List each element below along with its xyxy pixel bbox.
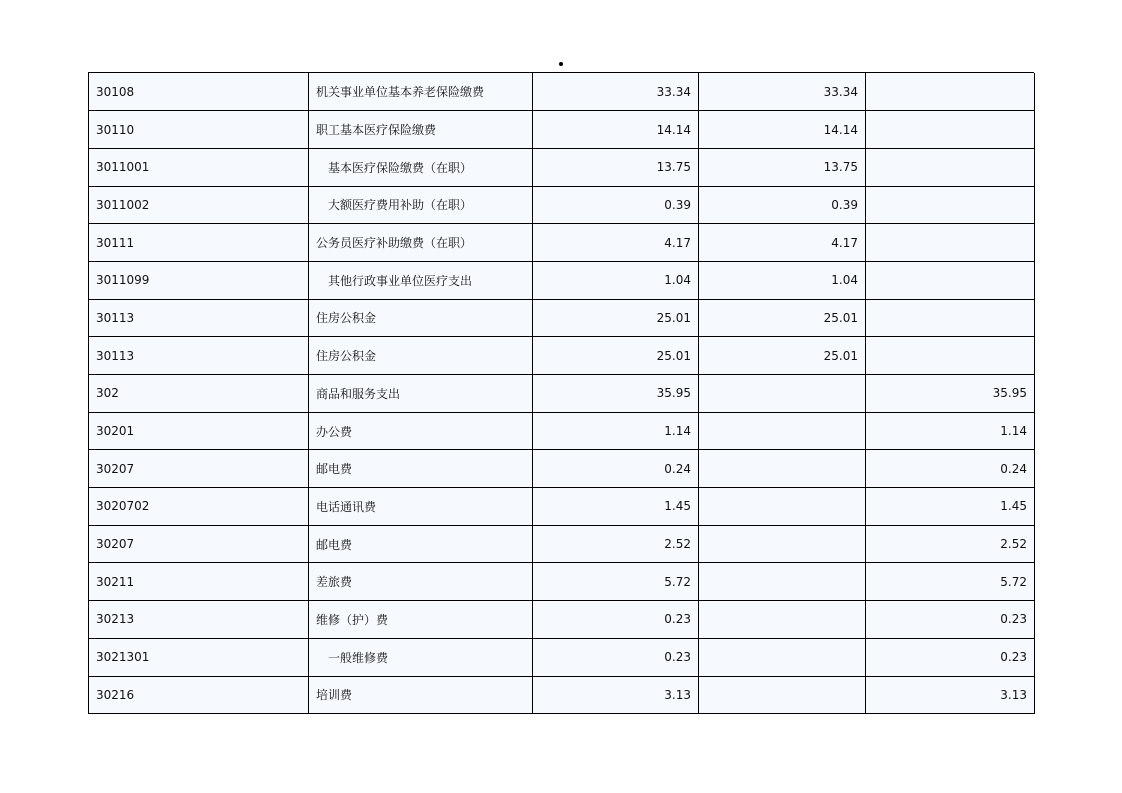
expense-item-name-cell: 邮电费 [309,525,533,563]
basic-expenditure-cell: 25.01 [699,337,866,375]
basic-expenditure-cell [699,676,866,714]
economic-code-cell: 30211 [89,563,309,601]
economic-code-cell: 3020702 [89,488,309,526]
table-row [89,186,1035,224]
economic-code-cell: 30201 [89,412,309,450]
total-amount-cell: 3.13 [533,676,699,714]
table-row [89,261,1035,299]
table-row [89,299,1035,337]
basic-expenditure-cell: 14.14 [699,111,866,149]
total-amount-cell: 1.04 [533,261,699,299]
economic-code-cell: 30216 [89,676,309,714]
basic-expenditure-cell [699,638,866,676]
table-row [89,638,1035,676]
basic-expenditure-cell: 13.75 [699,148,866,186]
total-amount-cell: 4.17 [533,224,699,262]
project-expenditure-cell: 1.14 [866,412,1035,450]
total-amount-cell: 25.01 [533,337,699,375]
table-row [89,488,1035,526]
project-expenditure-cell [866,111,1035,149]
total-amount-cell: 1.45 [533,488,699,526]
project-expenditure-cell: 0.24 [866,450,1035,488]
economic-code-cell: 30113 [89,299,309,337]
project-expenditure-cell [866,148,1035,186]
project-expenditure-cell: 3.13 [866,676,1035,714]
basic-expenditure-cell: 33.34 [699,73,866,111]
expense-item-name-cell: 职工基本医疗保险缴费 [309,111,533,149]
expense-item-name-cell: 基本医疗保险缴费（在职） [309,148,533,186]
project-expenditure-cell: 2.52 [866,525,1035,563]
total-amount-cell: 0.24 [533,450,699,488]
expense-item-name-cell: 电话通讯费 [309,488,533,526]
table-row [89,375,1035,413]
economic-code-cell: 3011002 [89,186,309,224]
total-amount-cell: 0.23 [533,601,699,639]
table-row [89,73,1035,111]
basic-expenditure-cell [699,525,866,563]
total-amount-cell: 14.14 [533,111,699,149]
total-amount-cell: 0.39 [533,186,699,224]
table-row [89,148,1035,186]
budget-expenditure-table [88,73,1035,714]
economic-code-cell: 30113 [89,337,309,375]
economic-code-cell: 3011099 [89,261,309,299]
total-amount-cell: 13.75 [533,148,699,186]
total-amount-cell: 0.23 [533,638,699,676]
table-row [89,676,1035,714]
basic-expenditure-cell [699,450,866,488]
project-expenditure-cell [866,73,1035,111]
economic-code-cell: 30213 [89,601,309,639]
economic-code-cell: 3021301 [89,638,309,676]
project-expenditure-cell [866,186,1035,224]
expense-item-name-cell: 商品和服务支出 [309,375,533,413]
expense-item-name-cell: 办公费 [309,412,533,450]
project-expenditure-cell [866,261,1035,299]
table-row [89,450,1035,488]
total-amount-cell: 35.95 [533,375,699,413]
table-row [89,111,1035,149]
basic-expenditure-cell [699,375,866,413]
economic-code-cell: 3011001 [89,148,309,186]
expense-item-name-cell: 大额医疗费用补助（在职） [309,186,533,224]
expense-item-name-cell: 住房公积金 [309,337,533,375]
total-amount-cell: 25.01 [533,299,699,337]
basic-expenditure-cell [699,412,866,450]
project-expenditure-cell [866,224,1035,262]
basic-expenditure-cell: 1.04 [699,261,866,299]
economic-code-cell: 30207 [89,450,309,488]
budget-table-body [89,73,1035,714]
project-expenditure-cell: 5.72 [866,563,1035,601]
expense-item-name-cell: 差旅费 [309,563,533,601]
table-row [89,601,1035,639]
basic-expenditure-cell [699,563,866,601]
total-amount-cell: 33.34 [533,73,699,111]
expense-item-name-cell: 公务员医疗补助缴费（在职） [309,224,533,262]
expense-item-name-cell: 培训费 [309,676,533,714]
table-row [89,412,1035,450]
economic-code-cell: 30111 [89,224,309,262]
expense-item-name-cell: 机关事业单位基本养老保险缴费 [309,73,533,111]
project-expenditure-cell: 35.95 [866,375,1035,413]
basic-expenditure-cell: 25.01 [699,299,866,337]
economic-code-cell: 30110 [89,111,309,149]
table-row [89,525,1035,563]
basic-expenditure-cell [699,601,866,639]
total-amount-cell: 5.72 [533,563,699,601]
economic-code-cell: 30207 [89,525,309,563]
project-expenditure-cell: 1.45 [866,488,1035,526]
total-amount-cell: 2.52 [533,525,699,563]
expense-item-name-cell: 维修（护）费 [309,601,533,639]
project-expenditure-cell: 0.23 [866,638,1035,676]
table-row [89,224,1035,262]
economic-code-cell: 30108 [89,73,309,111]
expense-item-name-cell: 一般维修费 [309,638,533,676]
basic-expenditure-cell [699,488,866,526]
project-expenditure-cell [866,299,1035,337]
project-expenditure-cell [866,337,1035,375]
table-row [89,337,1035,375]
expense-item-name-cell: 住房公积金 [309,299,533,337]
total-amount-cell: 1.14 [533,412,699,450]
economic-code-cell: 302 [89,375,309,413]
header-dot-mark [559,62,563,66]
expense-item-name-cell: 邮电费 [309,450,533,488]
table-row [89,563,1035,601]
basic-expenditure-cell: 4.17 [699,224,866,262]
expense-item-name-cell: 其他行政事业单位医疗支出 [309,261,533,299]
project-expenditure-cell: 0.23 [866,601,1035,639]
basic-expenditure-cell: 0.39 [699,186,866,224]
